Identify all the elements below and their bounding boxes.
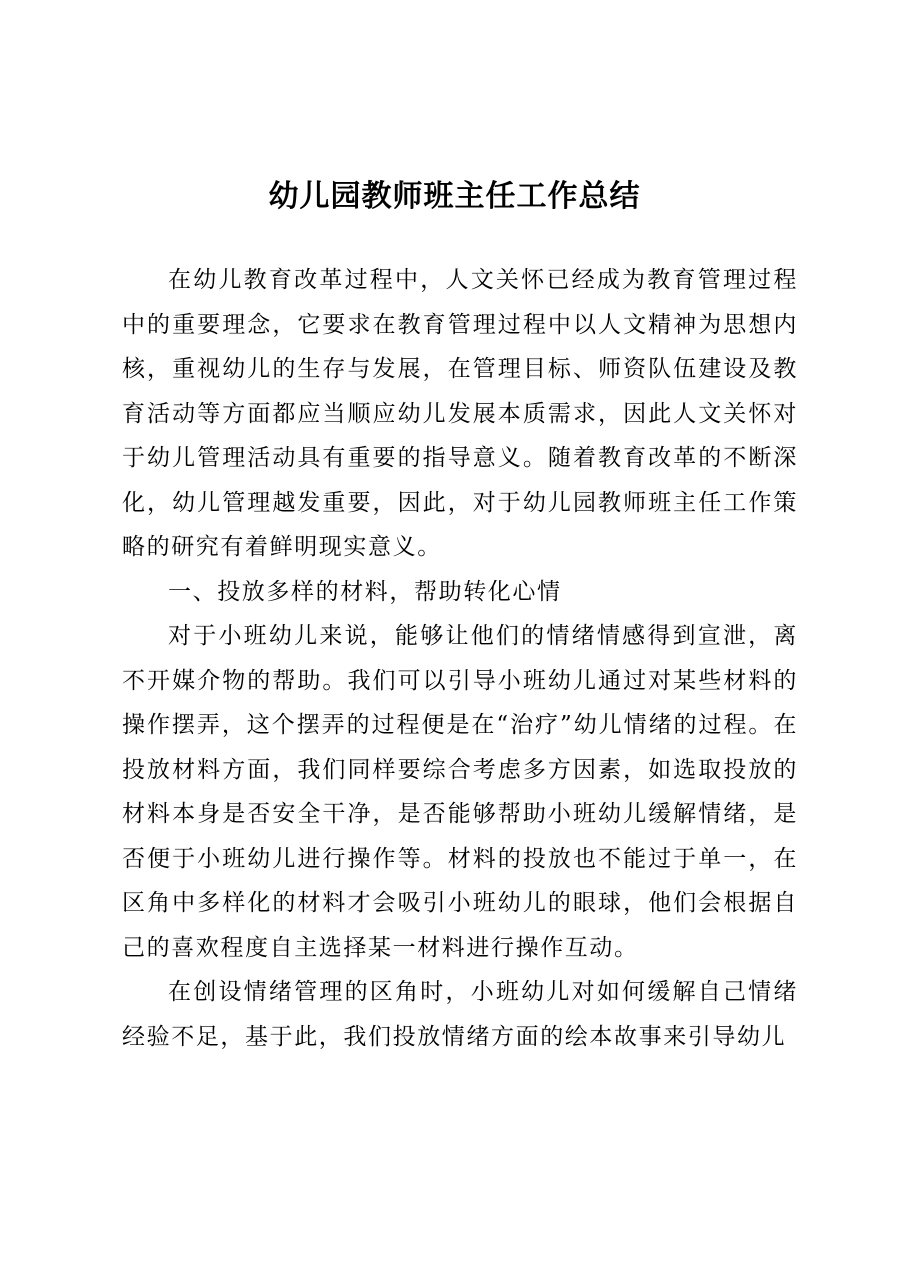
section-heading: 一、投放多样的材料，帮助转化心情 — [168, 578, 562, 605]
document-body — [122, 258, 798, 1059]
intro-paragraph: 在幼儿教育改革过程中，人文关怀已经成为教育管理过程中的重要理念，它要求在教育管理过程中以人文精神为思想内核，重视幼儿的生存与发展，在管理目标、师资队伍建设及教育活动等方面都应当顺应幼儿发展本质需求，因此人文关怀对于幼儿管理活动具有重要的指导意义。随着教育改革的不断深化，幼儿管理越发重要，因此，对于幼儿园教师班主任工作策略的研究有着鲜明现实意义。 — [122, 267, 798, 560]
document-title: 幼儿园教师班主任工作总结 — [268, 179, 641, 214]
body-paragraph: 对于小班幼儿来说，能够让他们的情绪情感得到宣泄，离不开媒介物的帮助。我们可以引导小班幼儿通过对某些材料的操作摆弄，这个摆弄的过程便是在“治疗”幼儿情绪的过程。在投放材料方面，我们同样要综合考虑多方因素，如选取投放的材料本身是否安全干净，是否能够帮助小班幼儿缓解情绪，是否便于小班幼儿进行操作等。材料的投放也不能过于单一，在区角中多样化的材料才会吸引小班幼儿的眼球，他们会根据自己的喜欢程度自主选择某一材料进行操作互动。 — [122, 623, 798, 961]
body-paragraph: 在创设情绪管理的区角时，小班幼儿对如何缓解自己情绪经验不足，基于此，我们投放情绪方面的绘本故事来引导幼儿 — [122, 979, 798, 1050]
